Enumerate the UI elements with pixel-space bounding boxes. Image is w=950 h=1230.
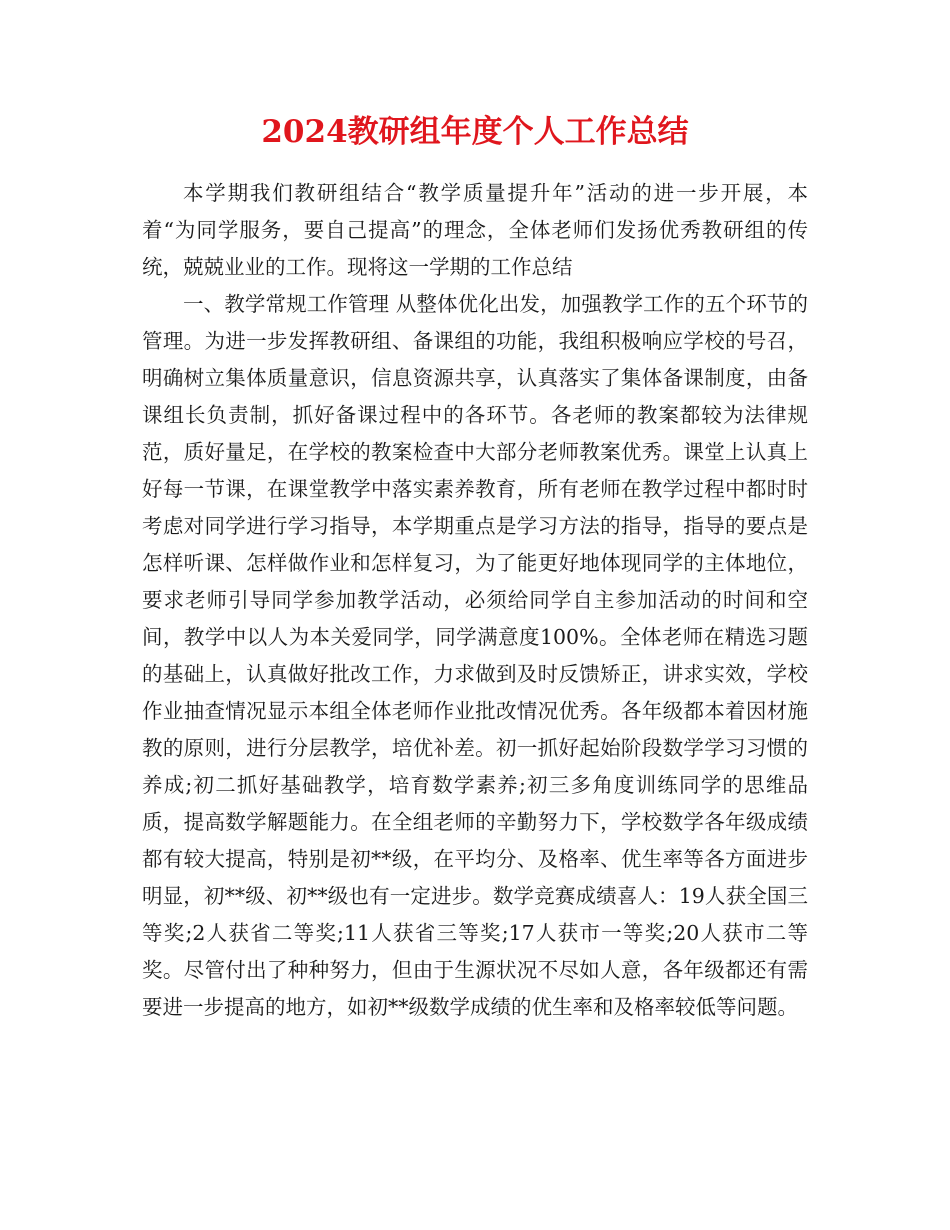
paragraph-teaching-routine: 一、教学常规工作管理 从整体优化出发，加强教学工作的五个环节的管理。为进一步发挥教研组、备课组的功能，我组积极响应学校的号召，明确树立集体质量意识，信息资源共享，认真落实了集体备课制度，由备课组长负责制，抓好备课过程中的各环节。各老师的教案都较为法律规范，质好量足，在学校的教案检查中大部分老师教案优秀。课堂上认真上好每一节课，在课堂教学中落实素养教育，所有老师在教学过程中都时时考虑对同学进行学习指导，本学期重点是学习方法的指导，指导的要点是怎样听课、怎样做作业和怎样复习，为了能更好地体现同学的主体地位，要求老师引导同学参加教学活动，必须给同学自主参加活动的时间和空间，教学中以人为本关爱同学，同学满意度100%。全体老师在精选习题的基础上，认真做好批改工作，力求做到及时反馈矫正，讲求实效，学校作业抽查情况显示本组全体老师作业批改情况优秀。各年级都本着因材施教的原则，进行分层教学，培优补差。初一抓好起始阶段数学学习习惯的养成;初二抓好基础教学，培育数学素养;初三多角度训练同学的思维品质，提高数学解题能力。在全组老师的辛勤努力下，学校数学各年级成绩都有较大提高，特别是初**级，在平均分、及格率、优生率等各方面进步明显，初**级、初**级也有一定进步。数学竞赛成绩喜人：19人获全国三等奖;2人获省二等奖;11人获省三等奖;17人获市一等奖;20人获市二等奖。尽管付出了种种努力，但由于生源状况不尽如人意，各年级都还有需要进一步提高的地方，如初**级数学成绩的优生率和及格率较低等问题。 — [142, 292, 808, 1019]
document-title: 2024教研组年度个人工作总结 — [261, 114, 689, 150]
paragraph-intro: 本学期我们教研组结合“教学质量提升年”活动的进一步开展，本着“为同学服务，要自己提高”的理念，全体老师们发扬优秀教研组的传统，兢兢业业的工作。现将这一学期的工作总结 — [142, 181, 808, 279]
